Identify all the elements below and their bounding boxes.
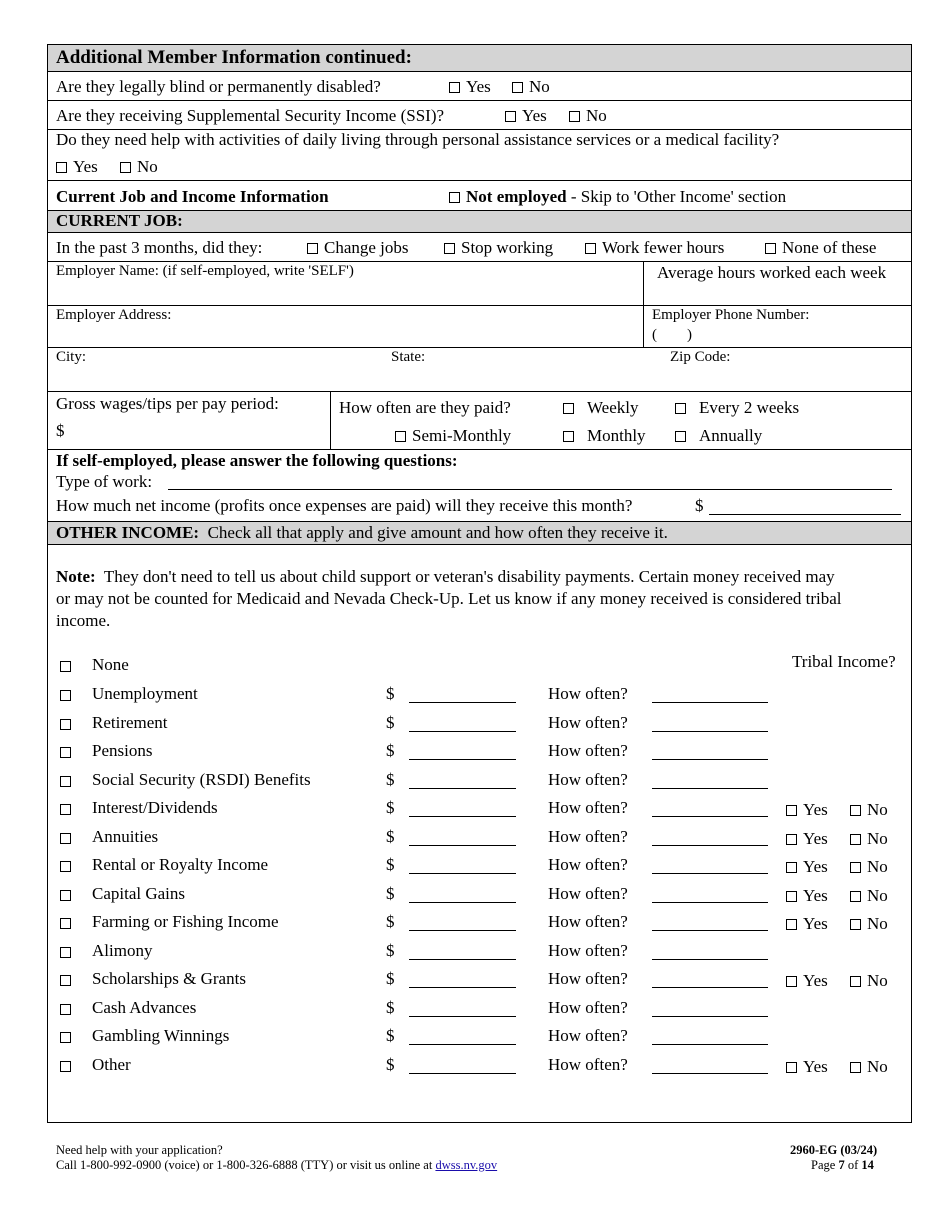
adl-no[interactable]: No [120,157,158,177]
how-often-label: How often? [548,798,628,817]
how-often-label: How often? [548,969,628,988]
income-checkbox[interactable] [60,747,71,758]
income-checkbox[interactable] [60,947,71,958]
pay-every-2-weeks[interactable]: Every 2 weeks [675,398,799,418]
footer-contact: Call 1-800-992-0900 (voice) or 1-800-326-6888 (TTY) or visit us online at dwss.nv.gov [56,1158,498,1172]
current-job-heading: CURRENT JOB: [56,211,183,230]
tribal-no[interactable]: No [850,800,888,820]
income-dollar: $ [386,770,395,789]
opt-fewer-hours[interactable]: Work fewer hours [585,238,724,258]
income-label: Rental or Royalty Income [92,855,269,874]
tribal-no[interactable]: No [850,971,888,991]
page-number: Page 7 of 14 [811,1158,874,1172]
checkbox[interactable] [850,1062,861,1073]
net-income-field[interactable] [709,514,901,515]
checkbox[interactable] [395,431,406,442]
checkbox[interactable] [585,243,596,254]
income-amount-field[interactable] [409,788,516,789]
how-often-field[interactable] [652,873,768,874]
checkbox[interactable] [444,243,455,254]
checkbox[interactable] [786,834,797,845]
income-checkbox[interactable] [60,833,71,844]
question-blind: Are they legally blind or permanently disabled? [56,77,381,96]
income-label: Other [92,1055,131,1074]
checkbox[interactable] [850,862,861,873]
income-checkbox[interactable] [60,890,71,901]
income-dollar: $ [386,884,395,903]
income-label: Pensions [92,741,153,760]
tribal-yes[interactable]: Yes [786,886,828,906]
tribal-no[interactable]: No [850,914,888,934]
checkbox[interactable] [786,805,797,816]
adl-yes[interactable]: Yes [56,157,98,177]
gross-wages-dollar: $ [56,421,65,440]
pay-monthly[interactable]: Monthly [563,426,646,446]
other-income-heading: OTHER INCOME: Check all that apply and give amount and how often they receive it. [56,523,668,542]
how-often-label: How often? [548,770,628,789]
type-of-work-label: Type of work: [56,472,153,491]
how-often-label: How often? [548,827,628,846]
how-often-field[interactable] [652,788,768,789]
income-dollar: $ [386,741,395,760]
how-often-paid-label: How often are they paid? [339,398,511,417]
how-often-field[interactable] [652,702,768,703]
how-often-label: How often? [548,912,628,931]
question-adl: Do they need help with activities of daily living through personal assistance services or a medical facility? [56,130,780,149]
tribal-no[interactable]: No [850,857,888,877]
none-checkbox[interactable] [60,661,71,672]
pay-semi-monthly[interactable]: Semi-Monthly [395,426,511,446]
how-often-label: How often? [548,884,628,903]
income-label: Social Security (RSDI) Benefits [92,770,311,789]
not-employed-option[interactable]: Not employed - Skip to 'Other Income' section [449,187,786,207]
income-amount-field[interactable] [409,816,516,817]
how-often-label: How often? [548,998,628,1017]
income-checkbox[interactable] [60,1032,71,1043]
form-id: 2960-EG (03/24) [790,1143,878,1157]
blind-no[interactable]: No [512,77,550,97]
how-often-field[interactable] [652,1044,768,1045]
net-income-label: How much net income (profits once expenses are paid) will they receive this month? [56,496,633,515]
self-employed-heading: If self-employed, please answer the following questions: [56,451,458,470]
income-label: Farming or Fishing Income [92,912,279,931]
checkbox[interactable] [786,976,797,987]
checkbox[interactable] [120,162,131,173]
checkbox[interactable] [563,431,574,442]
tribal-no[interactable]: No [850,1057,888,1077]
income-checkbox[interactable] [60,918,71,929]
ssi-yes[interactable]: Yes [505,106,547,126]
checkbox[interactable] [850,976,861,987]
checkbox[interactable] [505,111,516,122]
how-often-field[interactable] [652,759,768,760]
income-amount-field[interactable] [409,873,516,874]
income-checkbox[interactable] [60,1061,71,1072]
income-amount-field[interactable] [409,1016,516,1017]
checkbox[interactable] [56,162,67,173]
tribal-yes[interactable]: Yes [786,914,828,934]
how-often-label: How often? [548,741,628,760]
income-amount-field[interactable] [409,1073,516,1074]
checkbox[interactable] [850,805,861,816]
checkbox[interactable] [569,111,580,122]
checkbox[interactable] [786,891,797,902]
how-often-label: How often? [548,855,628,874]
tribal-yes[interactable]: Yes [786,800,828,820]
tribal-no[interactable]: No [850,829,888,849]
checkbox[interactable] [563,403,574,414]
none-label: None [92,655,129,674]
how-often-field[interactable] [652,987,768,988]
checkbox[interactable] [449,82,460,93]
past-3-months-label: In the past 3 months, did they: [56,238,263,257]
income-amount-field[interactable] [409,731,516,732]
how-often-label: How often? [548,1026,628,1045]
income-label: Cash Advances [92,998,197,1017]
opt-none-of-these[interactable]: None of these [765,238,876,258]
checkbox[interactable] [786,862,797,873]
net-income-dollar: $ [695,496,704,515]
income-amount-field[interactable] [409,902,516,903]
income-dollar: $ [386,855,395,874]
income-dollar: $ [386,827,395,846]
income-amount-field[interactable] [409,959,516,960]
income-dollar: $ [386,713,395,732]
income-checkbox[interactable] [60,690,71,701]
income-label: Gambling Winnings [92,1026,230,1045]
how-often-field[interactable] [652,1073,768,1074]
how-often-label: How often? [548,1055,628,1074]
employer-name-label: Employer Name: (if self-employed, write 'SELF') [56,263,354,279]
checkbox[interactable] [850,834,861,845]
income-amount-field[interactable] [409,702,516,703]
checkbox[interactable] [850,919,861,930]
income-checkbox[interactable] [60,975,71,986]
income-label: Interest/Dividends [92,798,218,817]
zip-label: Zip Code: [670,349,731,365]
tribal-yes[interactable]: Yes [786,1057,828,1077]
how-often-field[interactable] [652,959,768,960]
how-often-label: How often? [548,941,628,960]
how-often-field[interactable] [652,930,768,931]
note-line-1: Note: They don't need to tell us about child support or veteran's disability payments. Certain money received may [56,567,835,586]
tribal-yes[interactable]: Yes [786,829,828,849]
income-checkbox[interactable] [60,861,71,872]
income-amount-field[interactable] [409,1044,516,1045]
how-often-field[interactable] [652,845,768,846]
income-amount-field[interactable] [409,930,516,931]
income-dollar: $ [386,1055,395,1074]
pay-weekly[interactable]: Weekly [563,398,639,418]
city-label: City: [56,349,87,365]
income-label: Capital Gains [92,884,186,903]
opt-change-jobs[interactable]: Change jobs [307,238,409,258]
checkbox[interactable] [786,919,797,930]
income-checkbox[interactable] [60,776,71,787]
question-ssi: Are they receiving Supplemental Security Income (SSI)? [56,106,445,125]
income-checkbox[interactable] [60,1004,71,1015]
checkbox[interactable] [786,1062,797,1073]
tribal-yes[interactable]: Yes [786,971,828,991]
employer-address-label: Employer Address: [56,307,172,323]
ssi-no[interactable]: No [569,106,607,126]
income-checkbox[interactable] [60,719,71,730]
note-line-2: or may not be counted for Medicaid and Nevada Check-Up. Let us know if any money received is considered tribal [56,589,842,608]
avg-hours-label: Average hours worked each week [657,263,887,282]
footer-help: Need help with your application? [56,1143,223,1157]
income-amount-field[interactable] [409,759,516,760]
website-link[interactable]: dwss.nv.gov [435,1158,498,1172]
how-often-label: How often? [548,684,628,703]
how-often-field[interactable] [652,731,768,732]
job-info-heading: Current Job and Income Information [56,187,329,206]
checkbox[interactable] [765,243,776,254]
income-dollar: $ [386,684,395,703]
income-dollar: $ [386,912,395,931]
gross-wages-label: Gross wages/tips per pay period: [56,394,279,413]
tribal-yes[interactable]: Yes [786,857,828,877]
income-label: Scholarships & Grants [92,969,246,988]
checkbox[interactable] [449,192,460,203]
opt-stop-working[interactable]: Stop working [444,238,553,258]
income-dollar: $ [386,969,395,988]
how-often-field[interactable] [652,1016,768,1017]
tribal-no[interactable]: No [850,886,888,906]
how-often-field[interactable] [652,816,768,817]
note-line-3: income. [56,611,111,630]
how-often-field[interactable] [652,902,768,903]
income-label: Unemployment [92,684,198,703]
income-amount-field[interactable] [409,987,516,988]
how-often-label: How often? [548,713,628,732]
phone-parens: ( ) [652,327,692,343]
checkbox[interactable] [512,82,523,93]
type-of-work-field[interactable] [168,489,892,490]
income-label: Retirement [92,713,168,732]
tribal-income-header: Tribal Income? [792,652,896,671]
income-dollar: $ [386,998,395,1017]
income-dollar: $ [386,941,395,960]
income-amount-field[interactable] [409,845,516,846]
checkbox[interactable] [850,891,861,902]
income-label: Annuities [92,827,159,846]
income-checkbox[interactable] [60,804,71,815]
income-label: Alimony [92,941,153,960]
blind-yes[interactable]: Yes [449,77,491,97]
employer-phone-label: Employer Phone Number: [652,307,810,323]
section-title: Additional Member Information continued: [56,47,412,68]
checkbox[interactable] [675,403,686,414]
income-dollar: $ [386,798,395,817]
checkbox[interactable] [675,431,686,442]
income-dollar: $ [386,1026,395,1045]
state-label: State: [391,349,426,365]
pay-annually[interactable]: Annually [675,426,762,446]
checkbox[interactable] [307,243,318,254]
